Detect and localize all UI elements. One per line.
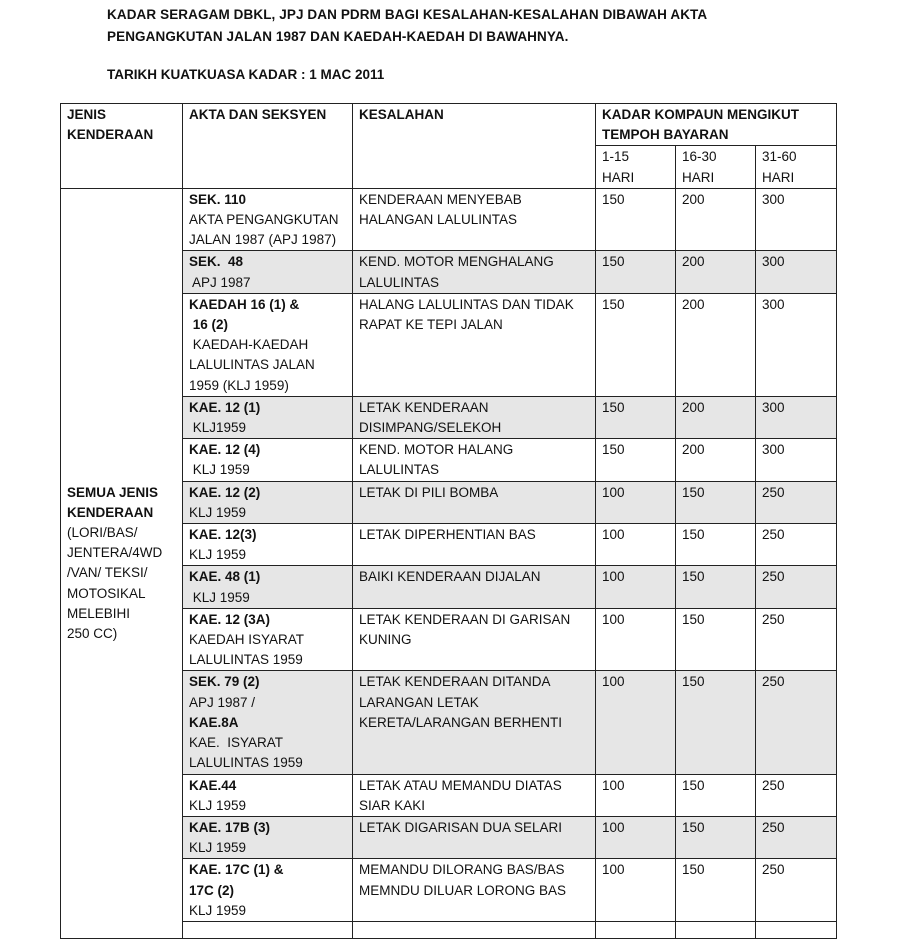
rate-cell: 150 bbox=[596, 188, 676, 251]
rate-cell: 100 bbox=[596, 859, 676, 922]
vehicle-type-cell bbox=[61, 188, 183, 938]
header-akta-dan-seksyen: AKTA DAN SEKSYEN bbox=[183, 104, 353, 189]
rate-cell: 250 bbox=[756, 524, 837, 566]
akta-line: KLJ 1959 bbox=[189, 589, 250, 605]
header-row-1 bbox=[61, 104, 837, 146]
kesalahan-line: LETAK KENDERAAN DI GARISAN bbox=[359, 611, 571, 627]
kesalahan-line: LETAK ATAU MEMANDU DIATAS bbox=[359, 777, 562, 793]
header-jenis-line: JENIS bbox=[67, 107, 107, 122]
rate-cell: 100 bbox=[596, 774, 676, 816]
header-jenis-line: KENDERAAN bbox=[67, 127, 154, 143]
kesalahan-line: DISIMPANG/SELEKOH bbox=[359, 420, 502, 436]
kesalahan-cell bbox=[353, 816, 596, 858]
kesalahan-cell bbox=[353, 188, 596, 251]
akta-line: 1959 (KLJ 1959) bbox=[189, 377, 289, 393]
header-period-1-15 bbox=[596, 146, 676, 188]
akta-line: KAEDAH-KAEDAH bbox=[189, 337, 309, 353]
akta-seksyen-cell bbox=[183, 671, 353, 774]
akta-line: KAE. 12 (3A) bbox=[189, 611, 271, 627]
rate-cell: 250 bbox=[756, 608, 837, 671]
kesalahan-line: KEND. MOTOR MENGHALANG bbox=[359, 254, 554, 270]
kesalahan-line: LETAK DIPERHENTIAN BAS bbox=[359, 527, 536, 543]
compound-rate-table bbox=[60, 103, 837, 939]
blank-cell bbox=[676, 921, 756, 938]
rate-cell: 200 bbox=[676, 188, 756, 251]
vehicle-type-line: MELEBIHI bbox=[67, 605, 131, 621]
header-kesalahan: KESALAHAN bbox=[353, 104, 596, 189]
kesalahan-cell bbox=[353, 396, 596, 438]
akta-line: KLJ 1959 bbox=[189, 504, 247, 520]
kesalahan-line: LETAK DI PILI BOMBA bbox=[359, 484, 499, 500]
period-line: HARI bbox=[602, 169, 635, 185]
kesalahan-line: LALULINTAS bbox=[359, 274, 440, 290]
kesalahan-cell bbox=[353, 251, 596, 293]
rate-cell: 250 bbox=[756, 481, 837, 523]
akta-line: APJ 1987 bbox=[189, 274, 251, 290]
kesalahan-line: SIAR KAKI bbox=[359, 797, 426, 813]
kesalahan-cell bbox=[353, 774, 596, 816]
rate-cell: 100 bbox=[596, 481, 676, 523]
rate-cell: 150 bbox=[676, 816, 756, 858]
kesalahan-line: BAIKI KENDERAAN DIJALAN bbox=[359, 569, 541, 585]
kesalahan-cell bbox=[353, 859, 596, 922]
akta-line: KAEDAH ISYARAT bbox=[189, 632, 305, 648]
rate-cell: 250 bbox=[756, 774, 837, 816]
akta-line: KAE. 17B (3) bbox=[189, 819, 271, 835]
akta-line: KAEDAH 16 (1) & bbox=[189, 296, 300, 312]
vehicle-type-line: MOTOSIKAL bbox=[67, 585, 146, 601]
rate-cell: 300 bbox=[756, 251, 837, 293]
kesalahan-line: MEMNDU DILUAR LORONG BAS bbox=[359, 882, 567, 898]
table-row bbox=[61, 188, 837, 251]
rate-cell: 300 bbox=[756, 439, 837, 481]
akta-line: SEK. 48 bbox=[189, 254, 244, 270]
rate-cell: 150 bbox=[676, 608, 756, 671]
vehicle-type-line: /VAN/ TEKSI/ bbox=[67, 565, 148, 581]
akta-line: AKTA PENGANGKUTAN bbox=[189, 212, 339, 228]
vehicle-type-line: KENDERAAN bbox=[67, 504, 154, 520]
rate-cell: 200 bbox=[676, 396, 756, 438]
akta-line: 16 (2) bbox=[189, 317, 229, 333]
akta-line: LALULINTAS 1959 bbox=[189, 755, 303, 771]
rate-cell: 150 bbox=[596, 251, 676, 293]
akta-line: KAE. 12 (2) bbox=[189, 484, 261, 500]
akta-line: LALULINTAS JALAN bbox=[189, 357, 315, 373]
rate-cell: 200 bbox=[676, 251, 756, 293]
kesalahan-line: KEND. MOTOR HALANG bbox=[359, 442, 514, 458]
period-line: 16-30 bbox=[682, 149, 717, 165]
heading-line-2: PENGANGKUTAN JALAN 1987 DAN KAEDAH-KAEDAH DI BAWAHNYA. bbox=[107, 29, 569, 44]
rate-cell: 300 bbox=[756, 396, 837, 438]
kesalahan-cell bbox=[353, 524, 596, 566]
kesalahan-line: KUNING bbox=[359, 632, 412, 648]
period-line: 31-60 bbox=[762, 149, 797, 165]
rate-cell: 150 bbox=[676, 671, 756, 774]
kesalahan-cell bbox=[353, 671, 596, 774]
akta-line: KAE. 12 (4) bbox=[189, 442, 261, 458]
akta-line: JALAN 1987 (APJ 1987) bbox=[189, 232, 337, 248]
header-jenis-kenderaan bbox=[61, 104, 183, 189]
akta-line: SEK. 110 bbox=[189, 191, 247, 207]
akta-line: KAE. 48 (1) bbox=[189, 569, 261, 585]
kesalahan-line: RAPAT KE TEPI JALAN bbox=[359, 317, 503, 333]
rate-cell: 100 bbox=[596, 608, 676, 671]
rate-cell: 250 bbox=[756, 816, 837, 858]
akta-line: SEK. 79 (2) bbox=[189, 674, 260, 690]
akta-seksyen-cell bbox=[183, 608, 353, 671]
akta-line: 17C (2) bbox=[189, 882, 235, 898]
akta-seksyen-cell bbox=[183, 524, 353, 566]
vehicle-type-line: JENTERA/4WD bbox=[67, 545, 163, 561]
document-heading bbox=[107, 4, 707, 48]
akta-line: KLJ 1959 bbox=[189, 902, 247, 918]
header-period-31-60 bbox=[756, 146, 837, 188]
rate-cell: 100 bbox=[596, 566, 676, 608]
kesalahan-cell bbox=[353, 566, 596, 608]
period-line: HARI bbox=[682, 169, 715, 185]
rate-cell: 250 bbox=[756, 859, 837, 922]
rate-cell: 200 bbox=[676, 439, 756, 481]
effective-date: TARIKH KUATKUASA KADAR : 1 MAC 2011 bbox=[107, 67, 385, 82]
rate-cell: 200 bbox=[676, 293, 756, 396]
akta-line: KAE.8A bbox=[189, 714, 239, 730]
blank-cell bbox=[756, 921, 837, 938]
akta-seksyen-cell bbox=[183, 439, 353, 481]
kesalahan-line: HALANGAN LALULINTAS bbox=[359, 212, 518, 228]
rate-cell: 250 bbox=[756, 671, 837, 774]
kesalahan-line: LARANGAN LETAK bbox=[359, 694, 479, 710]
kesalahan-cell bbox=[353, 439, 596, 481]
rate-cell: 150 bbox=[596, 396, 676, 438]
vehicle-type-line: SEMUA JENIS bbox=[67, 484, 159, 500]
akta-seksyen-cell bbox=[183, 481, 353, 523]
akta-line: KLJ 1959 bbox=[189, 462, 250, 478]
akta-seksyen-cell bbox=[183, 566, 353, 608]
kesalahan-cell bbox=[353, 293, 596, 396]
blank-cell bbox=[353, 921, 596, 938]
akta-line: LALULINTAS 1959 bbox=[189, 652, 303, 668]
akta-seksyen-cell bbox=[183, 774, 353, 816]
akta-line: APJ 1987 / bbox=[189, 694, 256, 710]
akta-line: KAE. ISYARAT bbox=[189, 735, 284, 751]
header-kadar-line: KADAR KOMPAUN MENGIKUT bbox=[602, 107, 799, 122]
header-kadar-line: TEMPOH BAYARAN bbox=[602, 127, 729, 143]
rate-cell: 100 bbox=[596, 671, 676, 774]
akta-line: KAE.44 bbox=[189, 777, 237, 793]
kesalahan-line: LETAK KENDERAAN DITANDA bbox=[359, 674, 551, 690]
akta-seksyen-cell bbox=[183, 293, 353, 396]
kesalahan-cell bbox=[353, 608, 596, 671]
rate-cell: 150 bbox=[676, 524, 756, 566]
rate-cell: 300 bbox=[756, 293, 837, 396]
rate-cell: 100 bbox=[596, 816, 676, 858]
kesalahan-line: MEMANDU DILORANG BAS/BAS bbox=[359, 862, 565, 878]
kesalahan-line: KERETA/LARANGAN BERHENTI bbox=[359, 714, 563, 730]
rate-cell: 150 bbox=[676, 566, 756, 608]
akta-seksyen-cell bbox=[183, 816, 353, 858]
rate-cell: 100 bbox=[596, 524, 676, 566]
rate-cell: 150 bbox=[596, 293, 676, 396]
kesalahan-line: LETAK DIGARISAN DUA SELARI bbox=[359, 819, 563, 835]
akta-line: KAE. 12(3) bbox=[189, 527, 257, 543]
akta-line: KAE. 17C (1) & bbox=[189, 862, 284, 878]
period-line: HARI bbox=[762, 169, 795, 185]
rate-cell: 150 bbox=[676, 859, 756, 922]
rate-cell: 150 bbox=[676, 481, 756, 523]
header-kadar-kompaun bbox=[596, 104, 837, 146]
kesalahan-line: LALULINTAS bbox=[359, 462, 440, 478]
heading-line-1: KADAR SERAGAM DBKL, JPJ DAN PDRM BAGI KESALAHAN-KESALAHAN DIBAWAH AKTA bbox=[107, 7, 708, 22]
akta-line: KLJ1959 bbox=[189, 420, 247, 436]
akta-seksyen-cell bbox=[183, 396, 353, 438]
akta-line: KAE. 12 (1) bbox=[189, 399, 261, 415]
period-line: 1-15 bbox=[602, 149, 630, 165]
akta-line: KLJ 1959 bbox=[189, 797, 247, 813]
kesalahan-line: KENDERAAN MENYEBAB bbox=[359, 191, 522, 207]
blank-cell bbox=[183, 921, 353, 938]
vehicle-type-line: (LORI/BAS/ bbox=[67, 524, 138, 540]
rate-cell: 150 bbox=[676, 774, 756, 816]
akta-line: KLJ 1959 bbox=[189, 840, 247, 856]
kesalahan-line: LETAK KENDERAAN bbox=[359, 399, 489, 415]
header-period-16-30 bbox=[676, 146, 756, 188]
rate-cell: 300 bbox=[756, 188, 837, 251]
akta-seksyen-cell bbox=[183, 251, 353, 293]
blank-cell bbox=[596, 921, 676, 938]
rate-cell: 250 bbox=[756, 566, 837, 608]
kesalahan-line: HALANG LALULINTAS DAN TIDAK bbox=[359, 296, 574, 312]
akta-line: KLJ 1959 bbox=[189, 547, 247, 563]
kesalahan-cell bbox=[353, 481, 596, 523]
akta-seksyen-cell bbox=[183, 188, 353, 251]
vehicle-type-line: 250 CC) bbox=[67, 625, 118, 641]
akta-seksyen-cell bbox=[183, 859, 353, 922]
rate-cell: 150 bbox=[596, 439, 676, 481]
